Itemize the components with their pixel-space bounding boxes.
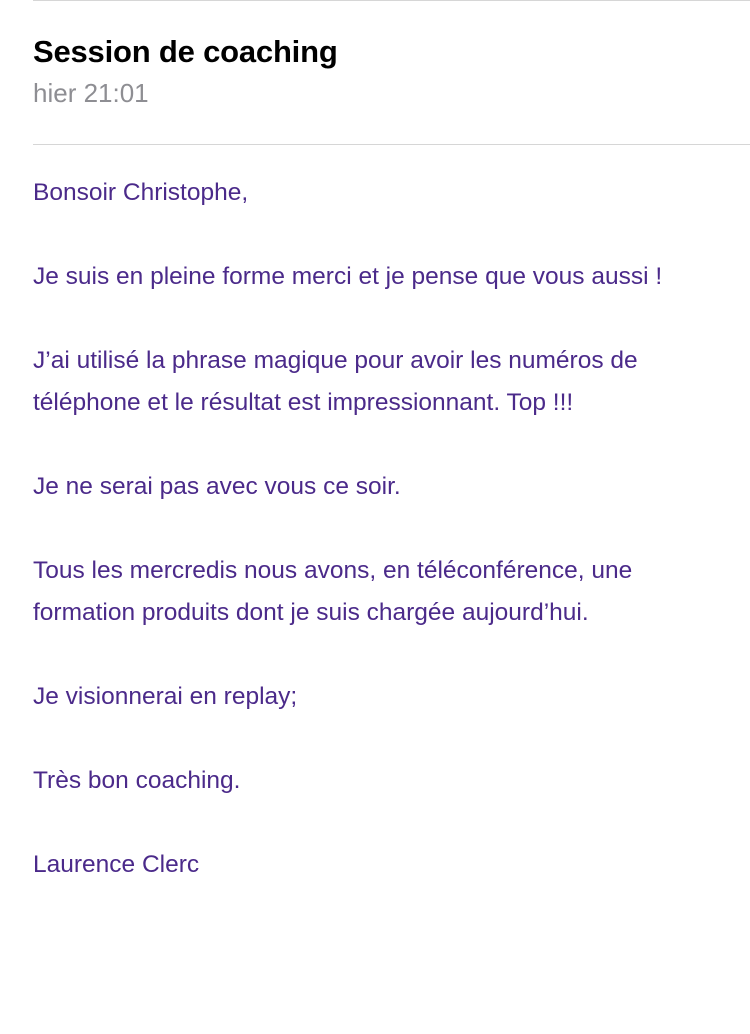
body-signature: Laurence Clerc [33, 851, 200, 878]
body-paragraph-2: J’ai utilisé la phrase magique pour avoir les numéros de téléphone et le résultat est impressionnant. Top !!! [33, 347, 638, 416]
top-divider [33, 0, 750, 1]
message-body [33, 172, 723, 886]
body-paragraph-4: Tous les mercredis nous avons, en téléconférence, une formation produits dont je suis chargée aujourd’hui. [33, 557, 633, 626]
body-paragraph-1: Je suis en pleine forme merci et je pense que vous aussi ! [33, 263, 663, 290]
body-paragraph-5: Je visionnerai en replay; [33, 683, 298, 710]
header-divider [33, 144, 750, 145]
body-paragraph-6: Très bon coaching. [33, 767, 241, 794]
body-paragraph-3: Je ne serai pas avec vous ce soir. [33, 473, 401, 500]
body-greeting: Bonsoir Christophe, [33, 179, 249, 206]
message-subject: Session de coaching [33, 34, 338, 69]
message-date: hier 21:01 [33, 78, 149, 108]
message-header [33, 30, 750, 112]
